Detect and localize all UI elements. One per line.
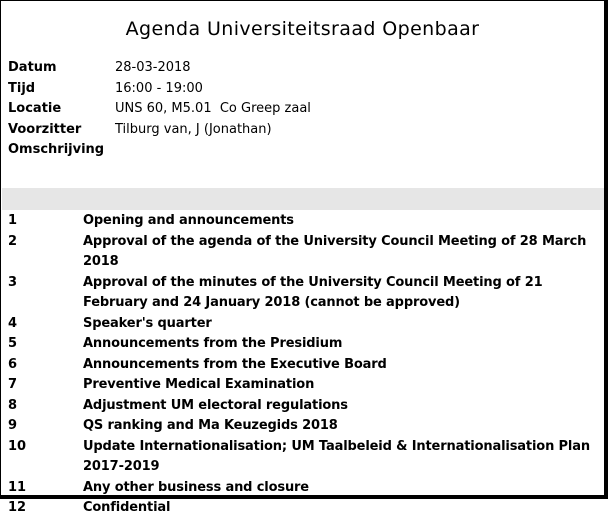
agenda-item-number: 8 bbox=[8, 397, 18, 413]
agenda-item bbox=[8, 314, 598, 335]
meta-label: Omschrijving bbox=[8, 142, 105, 157]
meta-label: Locatie bbox=[8, 101, 62, 116]
agenda-item bbox=[8, 375, 598, 396]
meta-value: 28-03-2018 bbox=[115, 60, 191, 75]
agenda-item-number: 2 bbox=[8, 233, 18, 249]
agenda-item-text: QS ranking and Ma Keuzegids 2018 bbox=[83, 418, 338, 433]
agenda-item-number: 11 bbox=[8, 479, 27, 495]
agenda-item-number: 6 bbox=[8, 356, 18, 372]
agenda-item-number: 10 bbox=[8, 438, 27, 454]
agenda-item bbox=[8, 478, 598, 499]
agenda-items-list bbox=[8, 211, 598, 519]
meta-label: Datum bbox=[8, 60, 57, 75]
section-divider-band bbox=[2, 188, 604, 210]
agenda-item-text: Approval of the agenda of the University Council Meeting of 28 March 2018 bbox=[83, 233, 587, 269]
meta-value: 16:00 - 19:00 bbox=[115, 80, 203, 96]
page-title: Agenda Universiteitsraad Openbaar bbox=[125, 18, 480, 40]
agenda-item bbox=[8, 416, 598, 437]
meta-label: Tijd bbox=[8, 80, 36, 96]
agenda-item-number: 12 bbox=[8, 500, 27, 515]
agenda-item-number: 5 bbox=[8, 336, 18, 351]
agenda-item bbox=[8, 273, 598, 314]
agenda-item-text: Confidential bbox=[83, 500, 171, 515]
agenda-item bbox=[8, 498, 598, 519]
agenda-item bbox=[8, 396, 598, 417]
agenda-item-number: 9 bbox=[8, 418, 18, 433]
agenda-item bbox=[8, 355, 598, 376]
agenda-item-number: 1 bbox=[8, 213, 18, 228]
agenda-item-number: 3 bbox=[8, 274, 18, 290]
meta-value: UNS 60, M5.01 Co Greep zaal bbox=[115, 101, 311, 116]
meta-label: Voorzitter bbox=[8, 121, 82, 137]
agenda-item-text: Opening and announcements bbox=[83, 213, 294, 228]
agenda-item bbox=[8, 211, 598, 232]
agenda-item-text: Update Internationalisation; UM Taalbeleid & Internationalisation Plan 2017-2019 bbox=[83, 438, 590, 474]
agenda-item-text: Speaker's quarter bbox=[83, 315, 212, 331]
agenda-item-text: Approval of the minutes of the University Council Meeting of 21 February and 24 January 2018 (cannot be approved) bbox=[83, 274, 543, 310]
agenda-item-text: Preventive Medical Examination bbox=[83, 377, 315, 392]
agenda-item-text: Announcements from the Presidium bbox=[83, 336, 343, 351]
agenda-item-text: Adjustment UM electoral regulations bbox=[83, 397, 348, 413]
agenda-item bbox=[8, 334, 598, 355]
agenda-item-number: 7 bbox=[8, 377, 18, 392]
agenda-item bbox=[8, 232, 598, 273]
agenda-item bbox=[8, 437, 598, 478]
agenda-item-number: 4 bbox=[8, 315, 18, 331]
meta-value: Tilburg van, J (Jonathan) bbox=[115, 121, 272, 137]
agenda-item-text: Announcements from the Executive Board bbox=[83, 356, 387, 372]
agenda-item-text: Any other business and closure bbox=[83, 479, 309, 495]
